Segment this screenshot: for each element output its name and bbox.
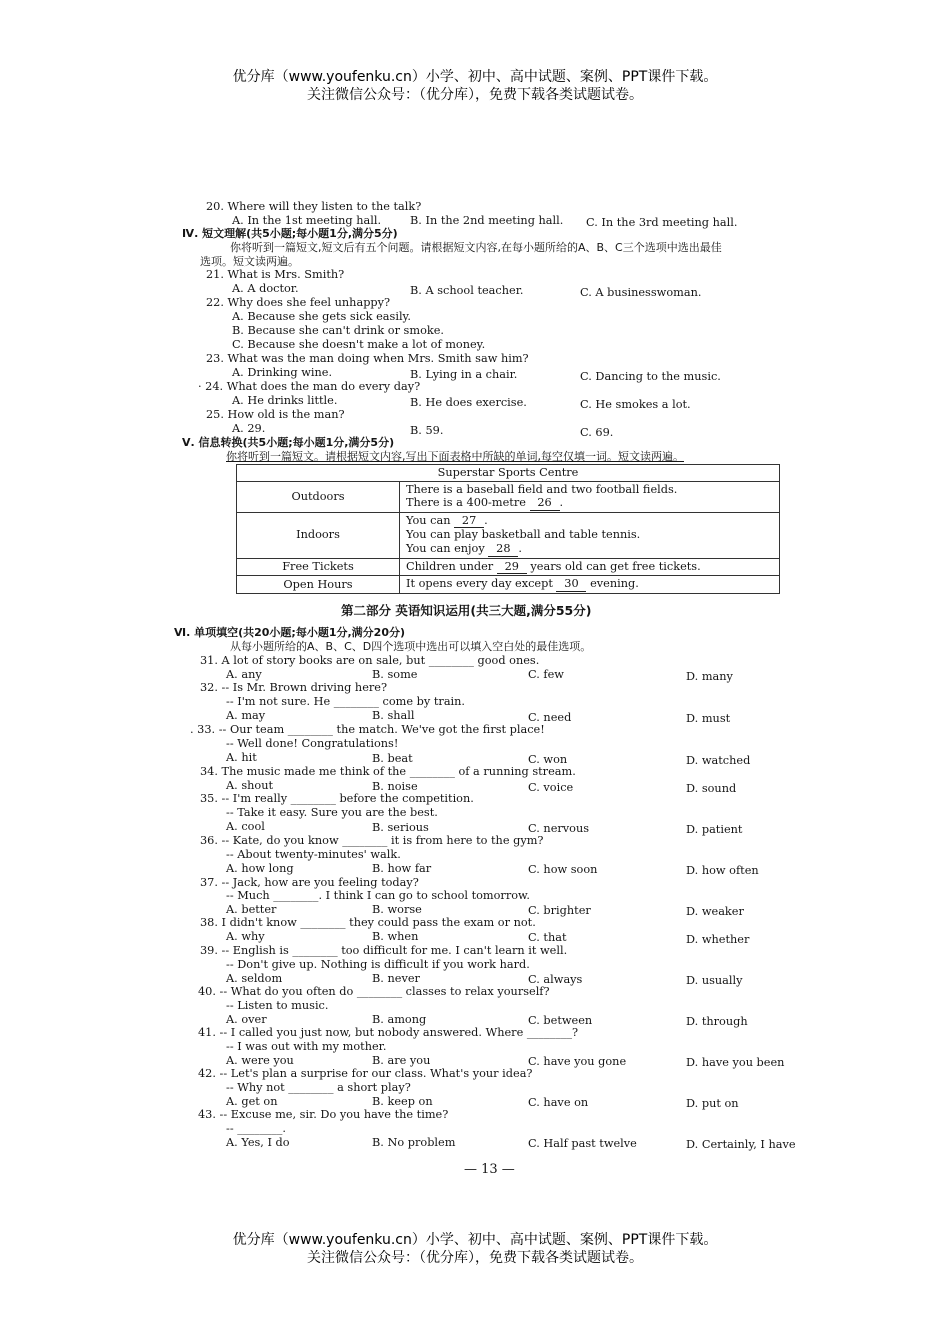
part2-title: 第二部分 英语知识运用(共三大题,满分55分) [341, 603, 592, 618]
q39-option-d: D. usually [686, 974, 743, 987]
q35-option-a: A. cool [226, 820, 265, 833]
row-label-open-hours: Open Hours [237, 576, 400, 594]
outdoors-line-2-end: . [559, 496, 564, 510]
q24-stem: · 24. What does the man do every day? [198, 380, 421, 393]
q32-stem-2: -- I'm not sure. He ________ come by train. [226, 695, 466, 708]
q31-stem: 31. A lot of story books are on sale, but ________ good ones. [200, 654, 540, 667]
q38-option-a: A. why [226, 930, 265, 943]
tickets-text: Children under [406, 559, 494, 573]
q34-stem: 34. The music made me think of the ________ of a running stream. [200, 765, 576, 778]
q40-stem-2: -- Listen to music. [226, 999, 329, 1012]
q43-option-d: D. Certainly, I have [686, 1138, 796, 1151]
q41-stem: 41. -- I called you just now, but nobody answered. Where ________? [198, 1026, 579, 1039]
section4-instruction-1: 你将听到一篇短文,短文后有五个问题。请根据短文内容,在每小题所给的A、B、C三个选项中选出最佳 [230, 241, 722, 254]
q24-option-a: A. He drinks little. [232, 394, 338, 407]
q36-option-b: B. how far [372, 862, 432, 875]
q21-option-a: A. A doctor. [232, 282, 299, 295]
q34-option-b: B. noise [372, 780, 418, 793]
q41-option-c: C. have you gone [528, 1055, 627, 1068]
q31-option-b: B. some [372, 668, 418, 681]
q39-option-b: B. never [372, 972, 420, 985]
q43-option-b: B. No problem [372, 1136, 456, 1149]
q31-option-d: D. many [686, 670, 733, 683]
blank-28: 28 [488, 542, 518, 557]
table-title: Superstar Sports Centre [237, 465, 780, 482]
q43-option-c: C. Half past twelve [528, 1137, 637, 1150]
q39-stem-2: -- Don't give up. Nothing is difficult if you work hard. [226, 958, 530, 971]
q33-stem-2: -- Well done! Congratulations! [226, 737, 399, 750]
q35-option-d: D. patient [686, 823, 743, 836]
hours-text: It opens every day except [406, 577, 553, 591]
q23-stem: 23. What was the man doing when Mrs. Smith saw him? [206, 352, 529, 365]
q25-option-c: C. 69. [580, 426, 614, 439]
q39-option-c: C. always [528, 973, 583, 986]
watermark-header [0, 68, 950, 104]
q20-option-b: B. In the 2nd meeting hall. [410, 214, 564, 227]
q33-option-a: A. hit [226, 751, 257, 764]
section4-instruction-2: 选项。短文读两遍。 [200, 255, 299, 268]
q42-option-a: A. get on [226, 1095, 278, 1108]
q25-stem: 25. How old is the man? [206, 408, 345, 421]
q34-option-a: A. shout [226, 779, 274, 792]
hours-text-end: evening. [590, 577, 639, 591]
section6-title: Ⅵ. 单项填空(共20小题;每小题1分,满分20分) [174, 626, 405, 639]
q42-stem-2: -- Why not ________ a short play? [226, 1081, 411, 1094]
q22-stem: 22. Why does she feel unhappy? [206, 296, 391, 309]
q42-option-b: B. keep on [372, 1095, 433, 1108]
section5-title: Ⅴ. 信息转换(共5小题;每小题1分,满分5分) [182, 436, 395, 449]
q41-option-d: D. have you been [686, 1056, 785, 1069]
watermark-footer-line1: 优分库（www.youfenku.cn）小学、初中、高中试题、案例、PPT课件下载。 [232, 1232, 718, 1248]
q32-option-c: C. need [528, 711, 572, 724]
indoors-line-3-text: You can enjoy [406, 541, 485, 555]
q36-option-c: C. how soon [528, 863, 598, 876]
watermark-line2: 关注微信公众号：（优分库），免费下载各类试题试卷。 [307, 87, 643, 103]
q32-option-b: B. shall [372, 709, 415, 722]
q37-option-b: B. worse [372, 903, 422, 916]
indoors-line-1 [406, 514, 773, 529]
q39-stem: 39. -- English is ________ too difficult for me. I can't learn it well. [200, 944, 568, 957]
indoors-line-2: You can play basketball and table tennis. [406, 528, 641, 542]
row-tickets-content [400, 558, 780, 576]
blank-26: 26 [530, 496, 560, 511]
row-label-indoors: Indoors [237, 512, 400, 558]
q40-option-b: B. among [372, 1013, 427, 1026]
page-number: — 13 — [464, 1162, 515, 1177]
q24-option-b: B. He does exercise. [410, 396, 527, 409]
q43-stem: 43. -- Excuse me, sir. Do you have the time? [198, 1108, 449, 1121]
watermark-line1: 优分库（www.youfenku.cn）小学、初中、高中试题、案例、PPT课件下载。 [232, 69, 718, 85]
q31-option-a: A. any [226, 668, 262, 681]
q41-stem-2: -- I was out with my mother. [226, 1040, 387, 1053]
q38-stem: 38. I didn't know ________ they could pass the exam or not. [200, 916, 536, 929]
sports-centre-table [236, 464, 780, 594]
blank-30: 30 [556, 577, 586, 592]
q38-option-b: B. when [372, 930, 419, 943]
q32-option-d: D. must [686, 712, 731, 725]
q36-stem-2: -- About twenty-minutes' walk. [226, 848, 401, 861]
q40-option-a: A. over [226, 1013, 267, 1026]
indoors-line-1-text: You can [406, 513, 451, 527]
q35-stem: 35. -- I'm really ________ before the competition. [200, 792, 474, 805]
indoors-line-3-end: . [518, 541, 522, 555]
q34-option-d: D. sound [686, 782, 737, 795]
q37-option-a: A. better [226, 903, 277, 916]
q39-option-a: A. seldom [226, 972, 283, 985]
q37-stem-2: -- Much ________. I think I can go to school tomorrow. [226, 889, 530, 902]
q20-stem: 20. Where will they listen to the talk? [206, 200, 422, 213]
q36-stem: 36. -- Kate, do you know ________ it is from here to the gym? [200, 834, 544, 847]
section4-title: Ⅳ. 短文理解(共5小题;每小题1分,满分5分) [182, 227, 398, 240]
indoors-line-3 [406, 542, 773, 557]
q20-option-a: A. In the 1st meeting hall. [232, 214, 382, 227]
q21-stem: 21. What is Mrs. Smith? [206, 268, 345, 281]
q31-option-c: C. few [528, 668, 564, 681]
watermark-footer-line2: 关注微信公众号：（优分库），免费下载各类试题试卷。 [307, 1250, 643, 1266]
q25-option-b: B. 59. [410, 424, 444, 437]
q33-option-d: D. watched [686, 754, 751, 767]
q33-option-b: B. beat [372, 752, 413, 765]
q37-stem: 37. -- Jack, how are you feeling today? [200, 876, 419, 889]
q42-stem: 42. -- Let's plan a surprise for our class. What's your idea? [198, 1067, 533, 1080]
q23-option-c: C. Dancing to the music. [580, 370, 721, 383]
indoors-line-1-end: . [484, 513, 488, 527]
q35-option-b: B. serious [372, 821, 429, 834]
q36-option-a: A. how long [226, 862, 294, 875]
row-indoors-content [400, 512, 780, 558]
q33-stem: . 33. -- Our team ________ the match. We've got the first place! [190, 723, 545, 736]
watermark-footer [0, 1231, 950, 1267]
q38-option-d: D. whether [686, 933, 750, 946]
q32-stem: 32. -- Is Mr. Brown driving here? [200, 681, 388, 694]
q21-option-c: C. A businesswoman. [580, 286, 702, 299]
q42-option-d: D. put on [686, 1097, 739, 1110]
exam-page-scan [174, 196, 816, 1186]
outdoors-line-2-text: There is a 400-metre [406, 496, 526, 510]
blank-27: 27 [454, 514, 484, 529]
outdoors-line-1: There is a baseball field and two football fields. [406, 482, 678, 496]
q34-option-c: C. voice [528, 781, 574, 794]
q23-option-b: B. Lying in a chair. [410, 368, 518, 381]
section6-instruction: 从每小题所给的A、B、C、D四个选项中选出可以填入空白处的最佳选项。 [230, 640, 592, 653]
q32-option-a: A. may [226, 709, 266, 722]
q21-option-b: B. A school teacher. [410, 284, 524, 297]
q33-option-c: C. won [528, 753, 568, 766]
q40-option-c: C. between [528, 1014, 593, 1027]
q38-option-c: C. that [528, 931, 567, 944]
q41-option-b: B. are you [372, 1054, 431, 1067]
q22-option-c: C. Because she doesn't make a lot of money. [232, 338, 486, 351]
q36-option-d: D. how often [686, 864, 759, 877]
row-label-outdoors: Outdoors [237, 481, 400, 512]
q43-stem-2: -- ________. [226, 1122, 287, 1135]
row-hours-content [400, 576, 780, 594]
q35-stem-2: -- Take it easy. Sure you are the best. [226, 806, 438, 819]
q40-option-d: D. through [686, 1015, 748, 1028]
q42-option-c: C. have on [528, 1096, 589, 1109]
q37-option-d: D. weaker [686, 905, 744, 918]
outdoors-line-2 [406, 496, 773, 511]
q22-option-b: B. Because she can't drink or smoke. [232, 324, 444, 337]
row-label-free-tickets: Free Tickets [237, 558, 400, 576]
section5-instruction: 你将听到一篇短文。请根据短文内容,写出下面表格中所缺的单词,每空仅填一词。短文读两遍。 [226, 450, 684, 463]
q25-option-a: A. 29. [232, 422, 266, 435]
tickets-text-end: years old can get free tickets. [530, 559, 701, 573]
row-outdoors-content [400, 481, 780, 512]
q22-option-a: A. Because she gets sick easily. [232, 310, 412, 323]
q43-option-a: A. Yes, I do [226, 1136, 290, 1149]
q40-stem: 40. -- What do you often do ________ classes to relax yourself? [198, 985, 550, 998]
q24-option-c: C. He smokes a lot. [580, 398, 691, 411]
blank-29: 29 [497, 560, 527, 575]
q23-option-a: A. Drinking wine. [232, 366, 333, 379]
q35-option-c: C. nervous [528, 822, 590, 835]
q20-option-c: C. In the 3rd meeting hall. [586, 216, 738, 229]
q41-option-a: A. were you [226, 1054, 294, 1067]
q37-option-c: C. brighter [528, 904, 591, 917]
